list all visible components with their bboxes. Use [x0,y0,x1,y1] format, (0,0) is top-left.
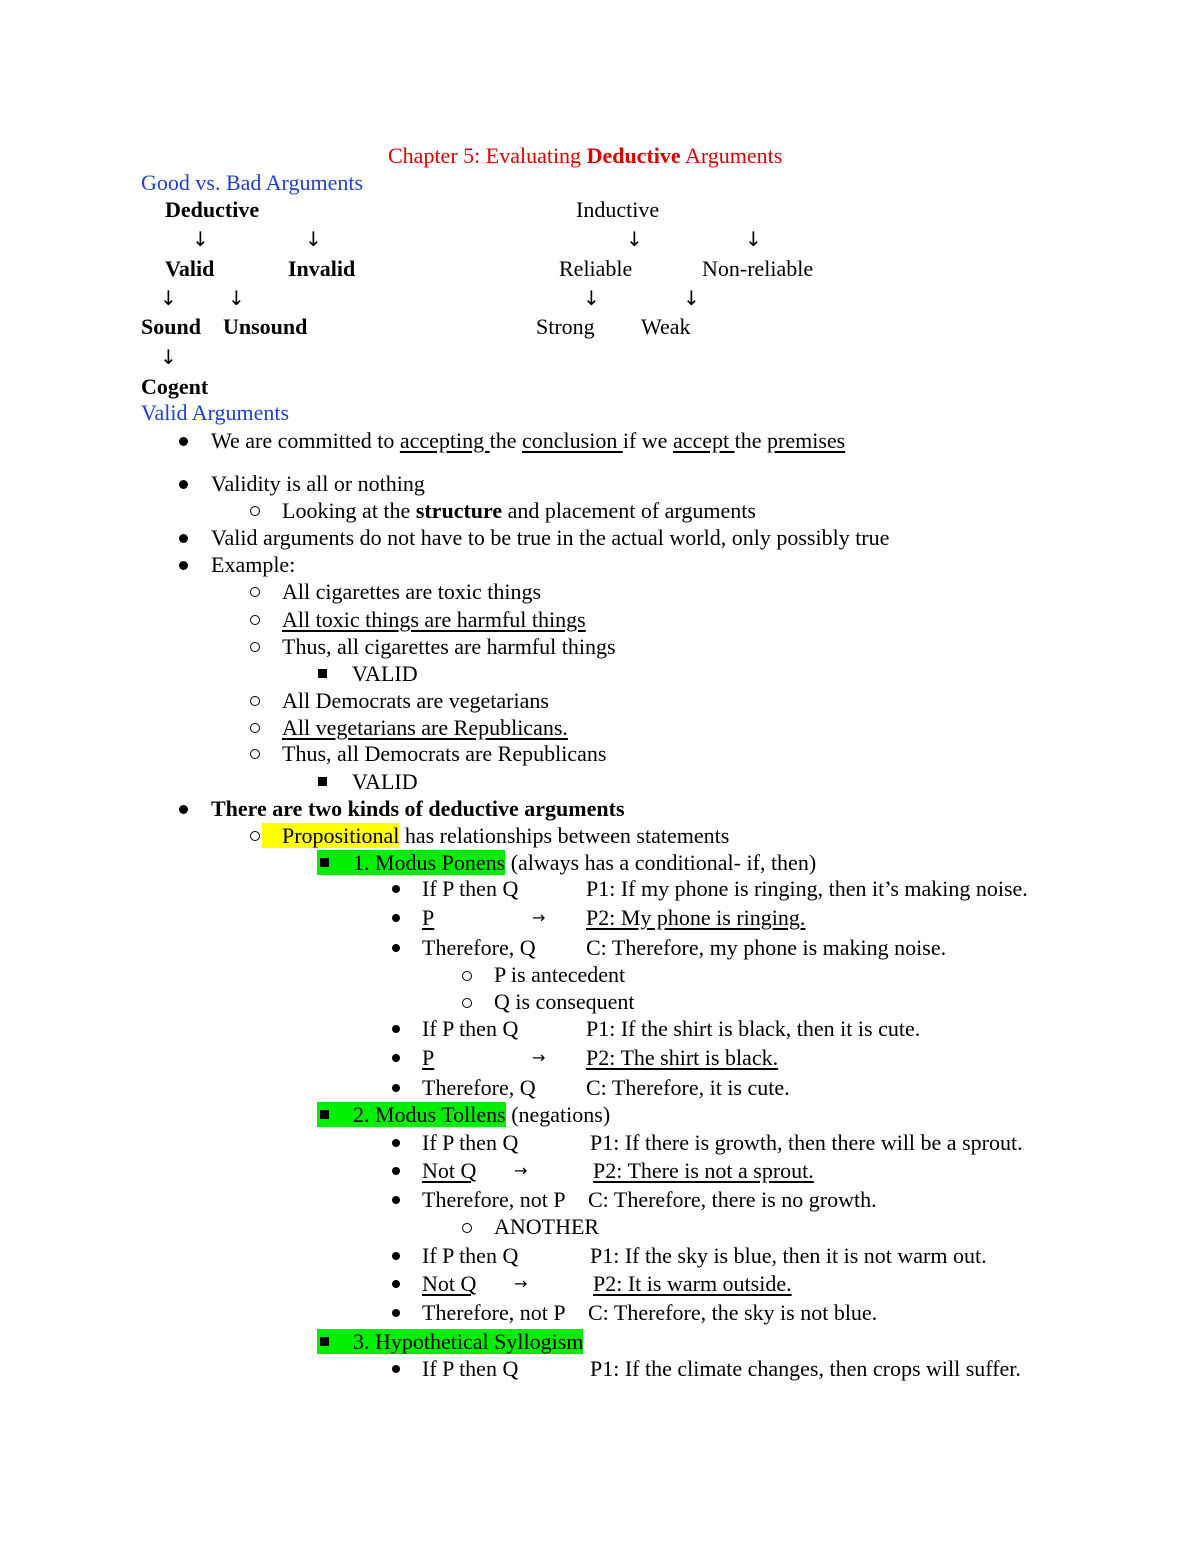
right-col: P1: If there is growth, then there will be a sprout. [590,1130,1023,1155]
list-item: Thus, all Democrats are Republicans [282,741,607,766]
left-col: Not Q [422,1158,477,1183]
bullet-icon [392,1084,400,1092]
arrow-right-icon: → [532,908,546,927]
left-col: If P then Q [422,876,519,901]
highlighted-text: 2. Modus Tollens [317,1102,506,1127]
arrow-right-icon: → [532,1048,546,1067]
arrow-down-icon: ↓ [583,286,600,310]
list-item: VALID [352,769,418,794]
bullet-icon [179,561,188,570]
right-col: P1: If the climate changes, then crops will suffer. [590,1356,1021,1381]
bullet-circle-icon [462,998,472,1008]
bullet-icon [392,914,400,922]
bullet-circle-icon [250,615,260,625]
title-bold: Deductive [586,143,681,168]
list-item: VALID [352,661,418,686]
bullet-circle-icon [462,971,472,981]
left-col: If P then Q [422,1130,519,1155]
right-col: C: Therefore, my phone is making noise. [586,935,947,960]
tree-weak: Weak [641,314,691,339]
arrow-right-icon: → [514,1274,528,1293]
bullet-icon [392,1280,400,1288]
list-item: Example: [211,552,296,577]
tree-invalid: Invalid [288,256,356,281]
title-text: Chapter 5: Evaluating [388,143,587,168]
left-col: P [422,1045,435,1070]
bullet-square-icon [320,1337,329,1346]
bullet-circle-icon [250,831,260,841]
text: if we [622,428,673,453]
bullet-square-icon [320,1110,329,1119]
left-col: Not Q [422,1271,477,1296]
tree-deductive: Deductive [165,197,260,222]
left-col: P [422,905,435,930]
list-item [317,850,816,876]
page-title [388,143,782,169]
list-item [317,1102,610,1128]
right-col: P2: There is not a sprout. [593,1158,814,1183]
tree-cogent: Cogent [141,374,209,399]
right-col: P2: It is warm outside. [593,1271,792,1296]
arrow-down-icon: ↓ [626,227,643,251]
left-col: Therefore, Q [422,1075,536,1100]
text: and placement of arguments [502,498,756,523]
list-item: Thus, all cigarettes are harmful things [282,634,616,659]
list-item [211,428,845,454]
right-col: P1: If my phone is ringing, then it’s making noise. [586,876,1028,901]
list-item [317,1329,583,1355]
left-col: Therefore, not P [422,1300,566,1325]
bullet-icon [179,480,188,489]
text: has relationships between statements [399,823,730,848]
bullet-circle-icon [250,723,260,733]
bullet-circle-icon [250,587,260,597]
list-item: All cigarettes are toxic things [282,579,542,604]
left-col: If P then Q [422,1016,519,1041]
section-heading-good-vs-bad: Good vs. Bad Arguments [141,170,364,195]
bullet-icon [392,1139,400,1147]
list-item: All vegetarians are Republicans. [282,715,568,740]
left-col: Therefore, not P [422,1187,566,1212]
bullet-icon [179,805,188,814]
underlined-text: accept [672,428,735,453]
bullet-icon [392,1167,400,1175]
underlined-text: accepting [399,428,490,453]
tree-unsound: Unsound [223,314,308,339]
arrow-down-icon: ↓ [160,345,177,369]
highlighted-text: 1. Modus Ponens [317,850,505,875]
bullet-square-icon [318,777,327,786]
text: (always has a conditional- if, then) [505,850,817,875]
right-col: P1: If the shirt is black, then it is cute. [586,1016,921,1041]
right-col: P1: If the sky is blue, then it is not warm out. [590,1243,987,1268]
right-col: C: Therefore, there is no growth. [588,1187,877,1212]
list-item: Valid arguments do not have to be true in the actual world, only possibly true [211,525,890,550]
arrow-down-icon: ↓ [160,286,177,310]
bullet-circle-icon [250,506,260,516]
bold-text: structure [415,498,503,523]
bullet-icon [392,1196,400,1204]
left-col: Therefore, Q [422,935,536,960]
arrow-down-icon: ↓ [192,227,209,251]
section-heading-valid-arguments: Valid Arguments [141,400,290,425]
text: the [489,428,523,453]
bullet-icon [179,437,188,446]
arrow-down-icon: ↓ [228,286,245,310]
title-text-end: Arguments [680,143,783,168]
list-item: There are two kinds of deductive arguments [211,796,625,821]
text: We are committed to [211,428,400,453]
underlined-text: conclusion [522,428,623,453]
tree-inductive: Inductive [576,197,660,222]
right-col: P2: My phone is ringing. [586,905,806,930]
bullet-icon [392,944,400,952]
right-col: C: Therefore, it is cute. [586,1075,790,1100]
bullet-icon [392,1025,400,1033]
tree-non-reliable: Non-reliable [702,256,814,281]
highlighted-text: Propositional [262,823,399,848]
list-item: All toxic things are harmful things [282,607,586,632]
bullet-circle-icon [250,642,260,652]
list-item: ANOTHER [494,1214,600,1239]
tree-valid: Valid [165,256,215,281]
arrow-down-icon: ↓ [745,227,762,251]
tree-sound: Sound [141,314,201,339]
arrow-right-icon: → [514,1161,528,1180]
bullet-icon [392,1309,400,1317]
underlined-text: premises [767,428,846,453]
left-col: If P then Q [422,1243,519,1268]
bullet-icon [392,885,400,893]
bullet-icon [392,1365,400,1373]
left-col: If P then Q [422,1356,519,1381]
highlighted-text: 3. Hypothetical Syllogism [317,1329,583,1354]
right-col: C: Therefore, the sky is not blue. [588,1300,878,1325]
tree-strong: Strong [536,314,595,339]
bullet-square-icon [318,669,327,678]
bullet-icon [392,1252,400,1260]
tree-reliable: Reliable [559,256,633,281]
bullet-circle-icon [462,1223,472,1233]
list-item: All Democrats are vegetarians [282,688,549,713]
arrow-down-icon: ↓ [683,286,700,310]
right-col: P2: The shirt is black. [586,1045,779,1070]
bullet-icon [179,534,188,543]
list-item: Q is consequent [494,989,635,1014]
bullet-icon [392,1054,400,1062]
bullet-circle-icon [250,749,260,759]
text: the [734,428,767,453]
text: Looking at the [282,498,416,523]
text: (negations) [505,1102,611,1127]
list-item [282,498,756,524]
bullet-circle-icon [250,696,260,706]
bullet-square-icon [320,858,329,867]
list-item: P is antecedent [494,962,626,987]
list-item: Validity is all or nothing [211,471,425,496]
list-item [262,823,729,849]
arrow-down-icon: ↓ [305,227,322,251]
